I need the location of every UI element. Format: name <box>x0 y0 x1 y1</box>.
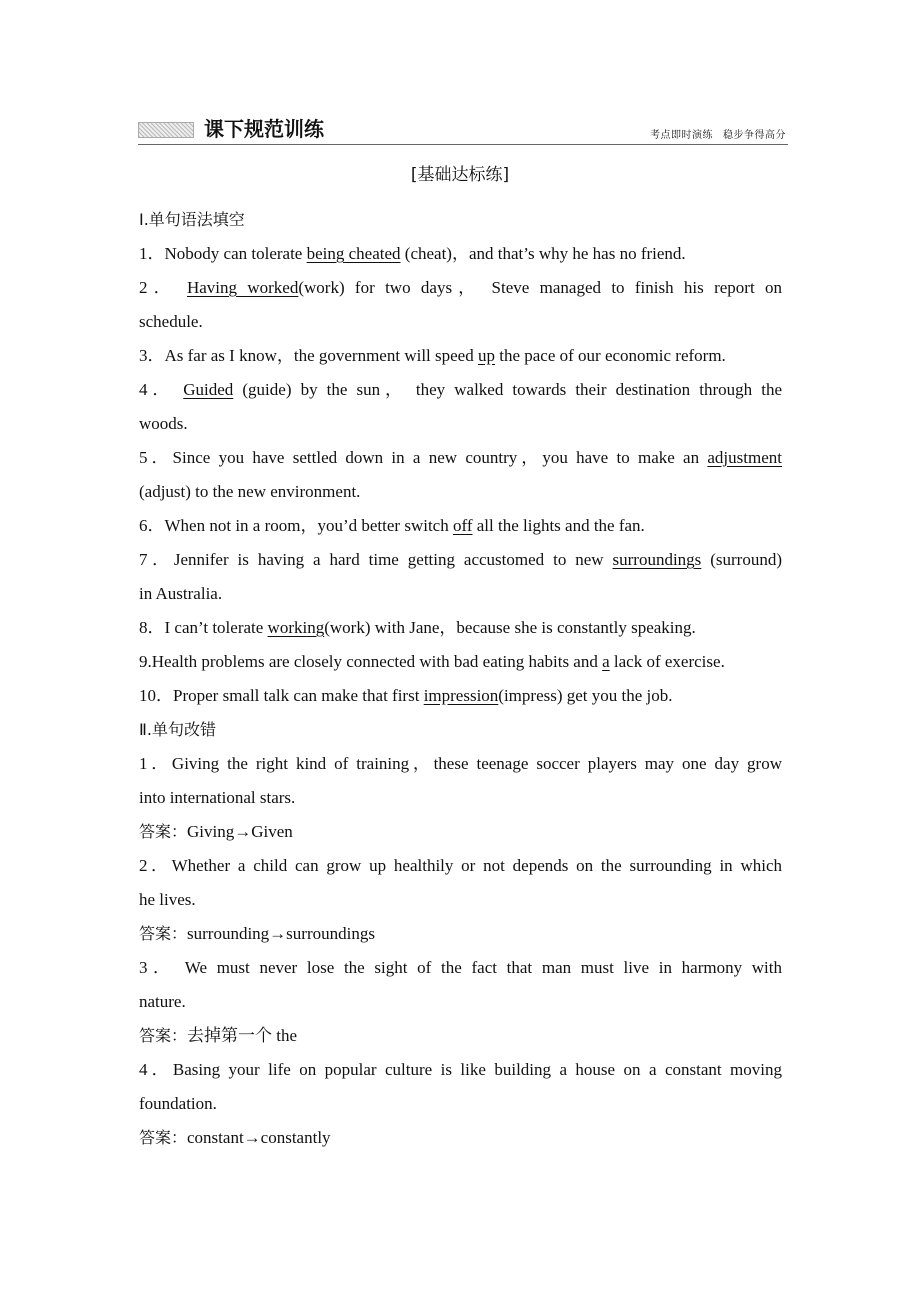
item-text: (cheat)，and that’s why he has no friend. <box>400 244 686 263</box>
item-text: (guide) by the sun， they walked towards their destination through the <box>233 380 783 399</box>
item-text: 4．Basing your life on popular culture is like building a house on a constant moving <box>139 1060 782 1079</box>
answer: surroundings <box>612 550 702 569</box>
part1-item <box>139 543 782 611</box>
item-text: 8．I can’t tolerate <box>139 618 268 637</box>
part1-item <box>139 441 782 509</box>
item-text: (work) for two days， Steve managed to finish his report on <box>298 278 783 297</box>
part2-item <box>139 951 782 1053</box>
part1-item <box>139 373 782 441</box>
item-continuation: schedule. <box>139 312 203 331</box>
header-hatch-decoration <box>138 122 194 138</box>
part2-item <box>139 1053 782 1155</box>
answer: 去掉第一个 the <box>187 1026 298 1045</box>
part1-item <box>139 509 782 543</box>
item-text: (impress) get you the job. <box>498 686 673 705</box>
answer: a <box>602 652 610 671</box>
item-text: (work) with Jane，because she is constantly speaking. <box>324 618 696 637</box>
answer: off <box>452 516 473 535</box>
header-title: 课下规范训练 <box>204 117 324 141</box>
item-text: 5．Since you have settled down in a new country，you have to make an <box>139 448 708 467</box>
item-text: 10．Proper small talk can make that first <box>139 686 424 705</box>
item-text: 1．Giving the right kind of training，these teenage soccer players may one day grow <box>139 754 782 773</box>
item-continuation: he lives. <box>139 890 196 909</box>
item-continuation: woods. <box>139 414 188 433</box>
answer: up <box>477 346 495 365</box>
part2-item <box>139 849 782 951</box>
item-text: all the lights and the fan. <box>472 516 645 535</box>
item-continuation: foundation. <box>139 1094 217 1113</box>
item-text: 4． <box>139 380 184 399</box>
part1-item <box>139 237 782 271</box>
item-text: 3．As far as I know，the government will speed <box>139 346 478 365</box>
item-text: lack of exercise. <box>609 652 725 671</box>
item-continuation: in Australia. <box>139 584 223 603</box>
header-subtitle <box>640 126 786 141</box>
item-text: 2． <box>139 278 187 297</box>
answer: being cheated <box>306 244 401 263</box>
part2-item <box>139 747 782 849</box>
item-text: 3． We must never lose the sight of the fact that man must live in harmony with <box>139 958 782 977</box>
header-subtitle-right: 稳步争得高分 <box>723 130 786 141</box>
part1-item <box>139 271 782 339</box>
item-text: 6．When not in a room，you’d better switch <box>139 516 453 535</box>
answer: Having worked <box>186 278 299 297</box>
part1-item <box>139 679 782 713</box>
item-text: the pace of our economic reform. <box>494 346 726 365</box>
part1-item <box>139 339 782 373</box>
item-text: (surround) <box>701 550 782 569</box>
exercise-content <box>139 203 782 1155</box>
answer: working <box>267 618 325 637</box>
part2-title: Ⅱ.单句改错 <box>139 720 216 739</box>
answer-label: 答案： <box>139 924 188 943</box>
item-text: 1．Nobody can tolerate <box>139 244 307 263</box>
part1-item <box>139 611 782 645</box>
page-header <box>138 116 788 145</box>
header-subtitle-left: 考点即时演练 <box>650 130 713 141</box>
answer: adjustment <box>707 448 782 467</box>
answer: Giving→Given <box>187 822 293 841</box>
part1-item <box>139 645 782 679</box>
item-continuation: nature. <box>139 992 186 1011</box>
answer: surrounding→surroundings <box>187 924 375 943</box>
item-continuation: into international stars. <box>139 788 296 807</box>
section-title: [基础达标练] <box>410 165 510 185</box>
part1-title: Ⅰ.单句语法填空 <box>139 210 245 229</box>
answer-label: 答案： <box>139 1026 188 1045</box>
answer-label: 答案： <box>139 1128 188 1147</box>
item-text: 2．Whether a child can grow up healthily or not depends on the surrounding in which <box>139 856 782 875</box>
answer: impression <box>423 686 499 705</box>
item-text: 9.Health problems are closely connected with bad eating habits and <box>139 652 603 671</box>
item-text: 7．Jennifer is having a hard time getting accustomed to new <box>139 550 613 569</box>
item-continuation: (adjust) to the new environment. <box>139 482 361 501</box>
answer: Guided <box>183 380 234 399</box>
answer-label: 答案： <box>139 822 188 841</box>
answer: constant→constantly <box>187 1128 331 1147</box>
